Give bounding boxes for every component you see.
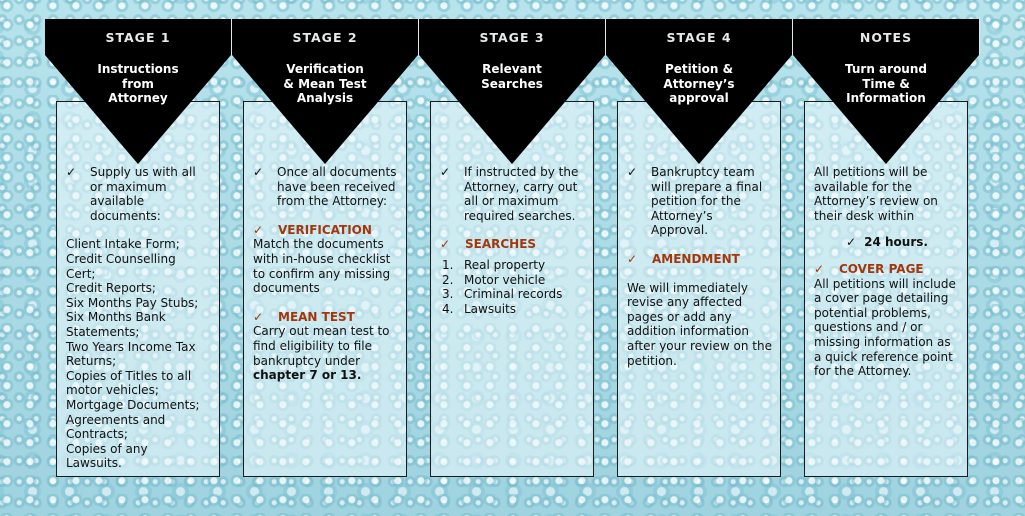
list-item: 4. Lawsuits [442, 301, 517, 316]
stage-2-column [232, 19, 418, 479]
cover-page-text: All petitions will include a cover page detailing potential problems, questions and / or missing information as a quick reference point for the Attorney. [814, 276, 956, 379]
list-item: 2. Motor vehicle [442, 272, 546, 287]
list-item: Credit Counselling Cert; [66, 251, 176, 281]
document-list [56, 237, 218, 471]
stage-4-intro: Bankruptcy team will prepare a final petition for the Attorney’s Approval. [651, 165, 763, 238]
stage-1-content [56, 165, 218, 471]
stage-3-header: STAGE 3 [419, 19, 606, 55]
list-item: 3. Criminal records [442, 287, 563, 302]
notes-intro: All petitions will be available for the Attorney’s review on their desk within [814, 165, 938, 223]
list-item: Six Months Pay Stubs; [66, 295, 199, 310]
stage-2-title: Verification & Mean Test Analysis [283, 62, 367, 105]
chapter-text: chapter 7 or 13. [253, 368, 362, 383]
notes-column [793, 19, 979, 479]
amendment-text: We will immediately revise any affected pages or add any addition information after your review on the petition. [627, 280, 772, 368]
list-item: Two Years Income Tax Returns; [66, 339, 196, 369]
verification-text: Match the documents with in-house checklist to confirm any missing documents [253, 237, 391, 296]
stage-1-title: Instructions from Attorney [97, 62, 179, 105]
cover-page-title: ✓ COVER PAGE [814, 261, 924, 276]
stage-4-content [617, 165, 779, 368]
check-icon: ✓ [627, 165, 638, 179]
check-icon: ✓ [253, 222, 264, 237]
amendment-title: ✓ AMENDMENT [627, 251, 740, 266]
stage-2-header: STAGE 2 [232, 19, 419, 55]
stage-4-header: STAGE 4 [606, 19, 793, 55]
notes-header: NOTES [793, 19, 980, 55]
list-item: Six Months Bank Statements; [66, 310, 166, 339]
notes-content [804, 165, 966, 379]
check-icon: ✓ [846, 235, 857, 250]
stage-1-header: STAGE 1 [45, 19, 232, 55]
list-item: Copies of any Lawsuits. [66, 441, 148, 471]
stage-1-column [45, 19, 231, 479]
check-icon: ✓ [440, 165, 451, 179]
list-item: Copies of Titles to all motor vehicles; [66, 368, 192, 398]
stage-2-intro: Once all documents have been received from the Attorney: [277, 165, 397, 209]
list-item: Client Intake Form; [66, 237, 180, 252]
list-item: Mortgage Documents; [66, 397, 200, 412]
stage-4-column [606, 19, 792, 479]
mean-test-text: Carry out mean test to find eligibility to file bankruptcy under chapter 7 or 13. [253, 324, 390, 383]
check-icon: ✓ [814, 261, 825, 276]
stage-3-intro: If instructed by the Attorney, carry out all or maximum required searches. [464, 165, 579, 223]
mean-test-title: ✓ MEAN TEST [253, 309, 355, 324]
stage-2-content [243, 165, 405, 383]
notes-title: Turn around Time & Information [845, 62, 927, 105]
verification-title: ✓ VERIFICATION [253, 222, 372, 237]
check-icon: ✓ [253, 165, 264, 179]
check-icon: ✓ [253, 309, 264, 324]
stage-1-intro: Supply us with all or maximum available documents: [90, 165, 196, 223]
searches-title: ✓ SEARCHES [440, 237, 537, 252]
stage-3-column [419, 19, 605, 479]
check-icon: ✓ [440, 237, 451, 252]
stage-4-title: Petition & Attorney’s approval [663, 62, 735, 105]
stage-3-title: Relevant Searches [481, 62, 543, 91]
turnaround-time: ✓ 24 hours. [846, 235, 928, 250]
list-item: Agreements and Contracts; [66, 412, 166, 442]
stage-3-content [430, 165, 592, 316]
list-item: 1. Real property [442, 257, 546, 272]
list-item: Credit Reports; [66, 281, 156, 296]
check-icon: ✓ [66, 165, 77, 179]
check-icon: ✓ [627, 251, 638, 266]
